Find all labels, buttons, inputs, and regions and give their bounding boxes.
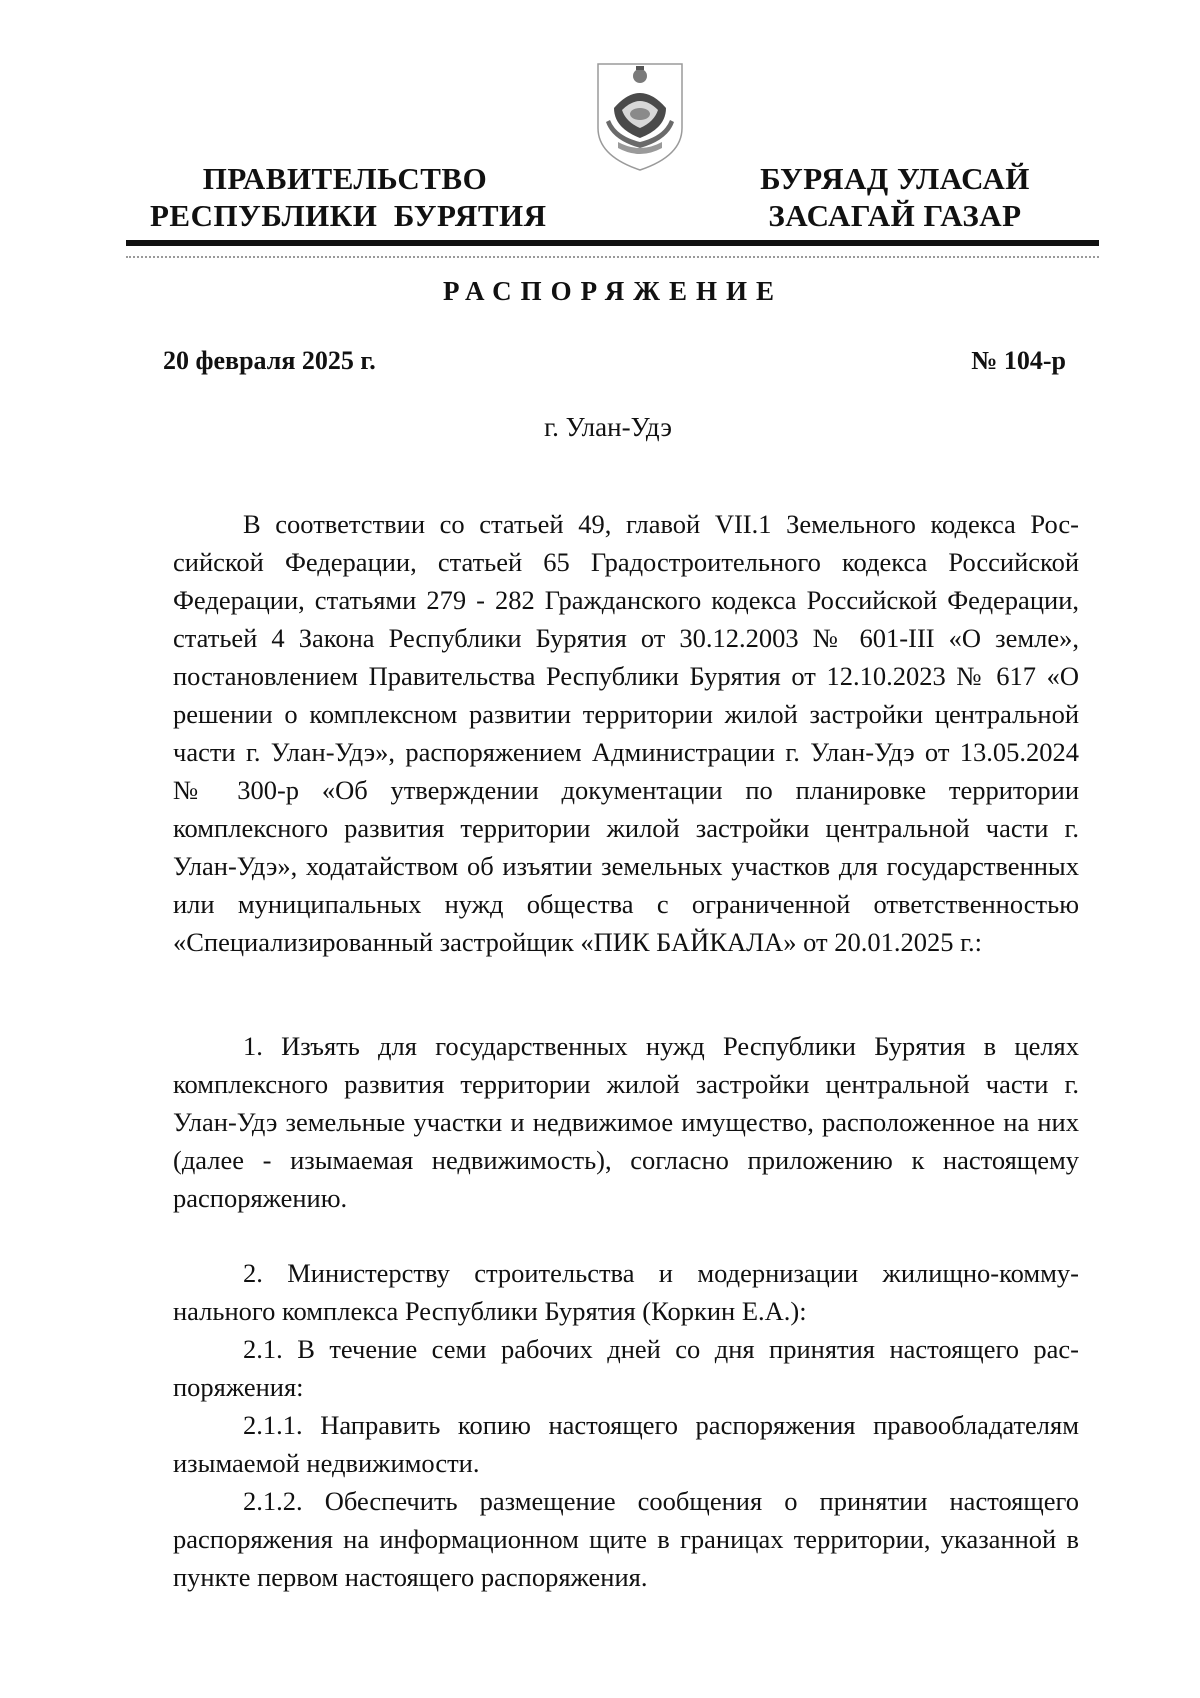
preamble-block [173, 505, 1079, 961]
org-name-line: ПРАВИТЕЛЬСТВО [202, 161, 488, 196]
item-1-block [173, 1027, 1079, 1217]
header-divider-thick [126, 240, 1099, 246]
item-2-block [173, 1254, 1079, 1596]
item-2-1-paragraph: 2.1. В течение семи рабочих дней со дня принятия настоящего распоряжения: [173, 1334, 1079, 1402]
item-2-paragraph: 2. Министерству строительства и модернизации жилищно-коммунального комплекса Республики Бурятия (Коркин Е.А.): [173, 1258, 1079, 1326]
preamble-paragraph: В соответствии со статьей 49, главой VII.1 Земельного кодекса Российской Федерации, статьей 65 Градостроительного кодекса Российской Федерации, статьями 279 - 282 Гражданского кодекса Российской Федерации, статьей 4 Закона Республики Бурятия от 30.12.2003 № 601-III «О земле», постановлением Правительства Республики Бурятия от 12.10.2023 № 617 «О решении о комплексном развитии территории жилой застройки центральной части г. Улан-Удэ», распоряжением Администрации г. Улан-Удэ от 13.05.2024 № 300-р «Об утверждении документации по планировке территории комплексного развития территории жилой застройки центральной части г. Улан-Удэ», ходатайством об изъятии земельных участков для государственных или муниципальных нужд общества с ограниченной ответственностью «Специализированный застройщик «ПИК БАЙКАЛА» от 20.01.2025 г.: [173, 509, 1079, 957]
item-1-paragraph: 1. Изъять для государственных нужд Республики Бурятия в целях комплексного развития территории жилой застройки центральной части г. Улан-Удэ земельные участки и недвижимое имущество, расположенное на них (далее - изымаемая недвижимость), согласно приложению к настоящему распоряжению. [173, 1031, 1079, 1213]
document-city: г. Улан-Удэ [544, 412, 672, 442]
buryatia-coat-of-arms-icon [592, 56, 688, 176]
org-name-buryat [740, 160, 1050, 234]
document-number: № 104-р [971, 346, 1066, 375]
item-2-1-1-paragraph: 2.1.1. Направить копию настоящего распоряжения правообладателям изымаемой недвижимости. [173, 1410, 1079, 1478]
document-title: РАСПОРЯЖЕНИЕ [442, 276, 784, 306]
org-name-russian [150, 160, 547, 234]
org-name-line: ЗАСАГАЙ ГАЗАР [768, 198, 1022, 233]
item-2-1-2-paragraph: 2.1.2. Обеспечить размещение сообщения о принятии настоящего распоряжения на информационном щите в границах территории, указанной в пункте первом настоящего распоряжения. [173, 1486, 1079, 1592]
org-name-line: РЕСПУБЛИКИ БУРЯТИЯ [150, 198, 547, 233]
document-date: 20 февраля 2025 г. [163, 346, 376, 375]
org-name-line: БУРЯАД УЛАСАЙ [760, 161, 1030, 196]
header-divider-thin [126, 256, 1099, 258]
